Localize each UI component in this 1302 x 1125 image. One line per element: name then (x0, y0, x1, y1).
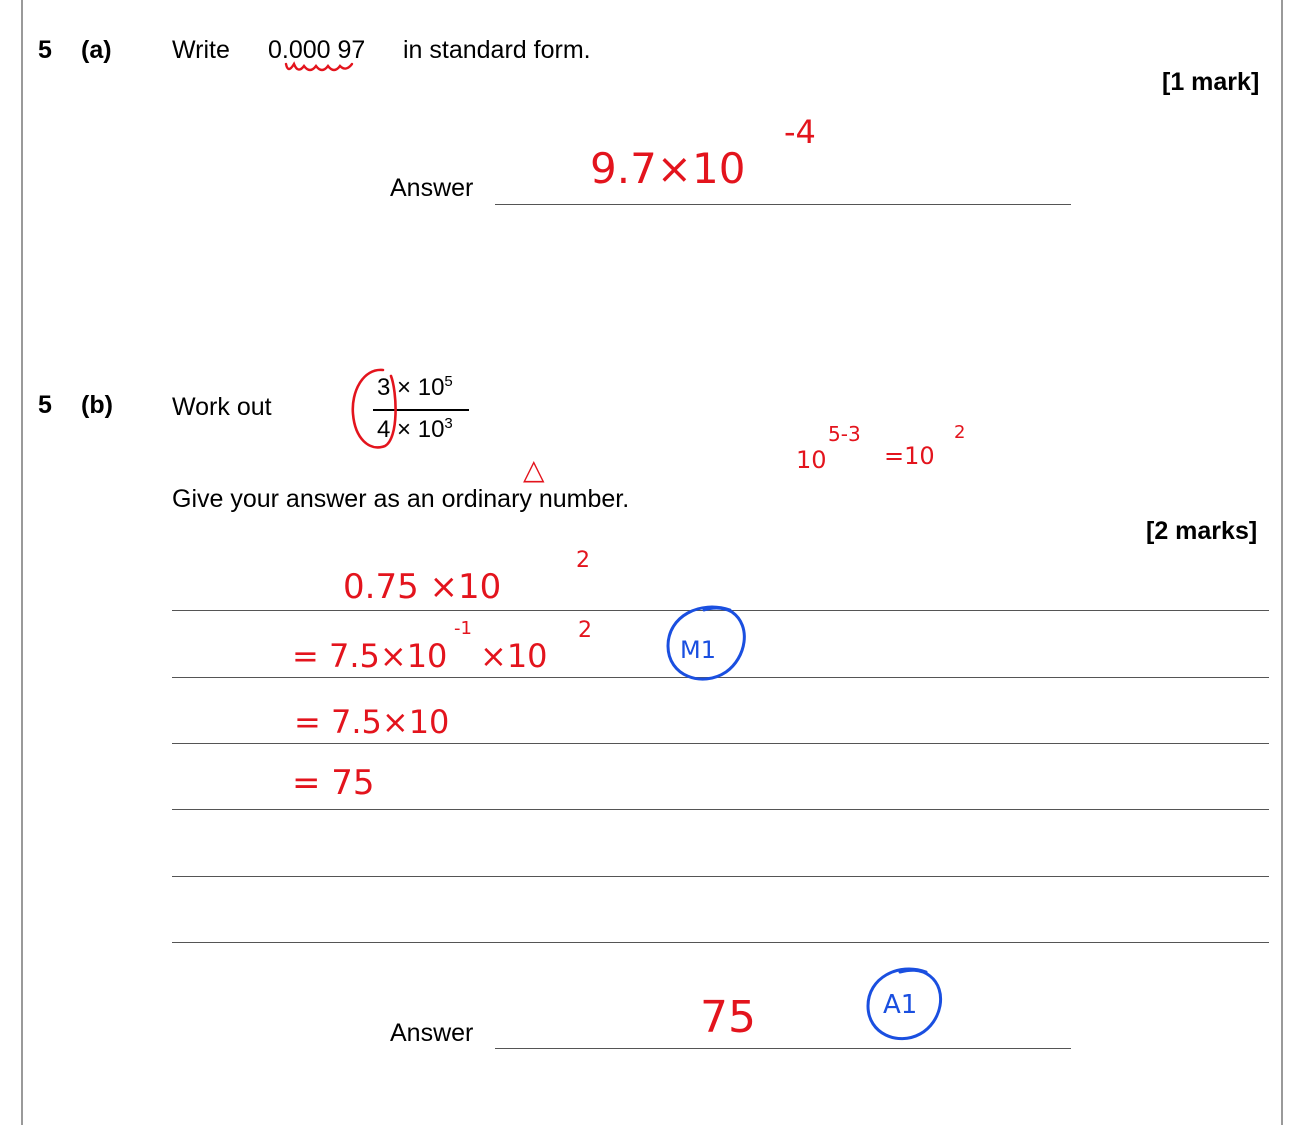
working-step-2b-exp: 2 (578, 618, 592, 643)
working-step-2a: = 7.5×10 (292, 637, 448, 675)
answer-line-a (495, 204, 1071, 205)
working-line-5 (172, 876, 1269, 877)
handwritten-answer-a: 9.7×10 (590, 144, 746, 193)
answer-label-b: Answer (390, 1019, 474, 1047)
mark-m1: M1 (680, 636, 716, 664)
fraction-numerator: $3 \times 10^5$ (377, 373, 453, 401)
underline-annotation (282, 58, 362, 78)
working-step-4: = 75 (292, 763, 375, 803)
side-note-exp: 5-3 (828, 422, 861, 446)
side-note-base: 10 (796, 446, 827, 474)
marks-b: [2 marks] (1146, 517, 1258, 545)
prompt-standard-form: in standard form. (403, 36, 591, 64)
handwritten-answer-b: 75 (700, 992, 756, 1043)
question-part-a: (a) (81, 36, 112, 64)
prompt-work-out: Work out (172, 393, 272, 421)
working-step-2b: ×10 (480, 637, 548, 675)
answer-line-b (495, 1048, 1071, 1049)
mark-a1: A1 (883, 990, 918, 1020)
prompt-write: Write (172, 36, 230, 64)
question-number-a: 5 (38, 36, 52, 64)
page-right-border (1281, 0, 1283, 1125)
side-note-result: =10 (884, 442, 935, 470)
working-step-1: 0.75 ×10 (343, 567, 502, 607)
handwritten-exponent-a: -4 (784, 113, 816, 151)
question-part-b: (b) (81, 391, 113, 419)
page-left-border (21, 0, 23, 1125)
working-step-3: = 7.5×10 (294, 703, 450, 741)
triangle-annotation: △ (523, 453, 545, 486)
coefficient-circle (345, 362, 405, 457)
answer-label-a: Answer (390, 174, 474, 202)
side-note-result-exp: 2 (954, 422, 966, 443)
instruction-ordinary-number: Give your answer as an ordinary number. (172, 485, 630, 513)
working-line-6 (172, 942, 1269, 943)
working-step-2a-exp: -1 (454, 618, 472, 639)
question-number-b: 5 (38, 391, 52, 419)
decimal-number: 0.000 97 (268, 36, 366, 64)
fraction-denominator: $4 \times 10^3$ (377, 415, 453, 443)
marks-a: [1 mark] (1162, 68, 1260, 96)
working-step-1-exp: 2 (576, 548, 590, 573)
working-line-3 (172, 743, 1269, 744)
working-line-4 (172, 809, 1269, 810)
